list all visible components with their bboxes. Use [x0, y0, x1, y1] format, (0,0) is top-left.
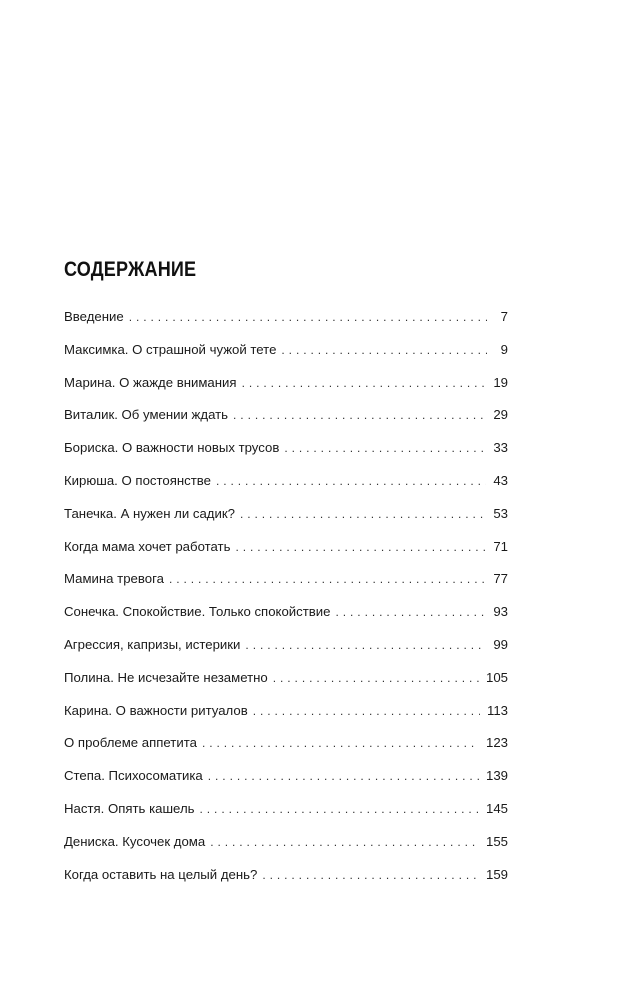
- toc-entry-page: 71: [493, 538, 508, 554]
- toc-entry-page: 9: [500, 341, 508, 357]
- toc-dot-leader: [336, 601, 487, 623]
- toc-dot-leader: [233, 404, 486, 426]
- toc-entry: [64, 831, 508, 864]
- toc-dot-leader: [210, 831, 479, 853]
- toc-entry: [64, 732, 508, 765]
- toc-entry-page: 33: [493, 440, 508, 456]
- toc-entry-title: Когда мама хочет работать: [64, 538, 231, 554]
- toc-entry-title: Когда оставить на целый день?: [64, 866, 258, 882]
- toc-dot-leader: [273, 667, 479, 689]
- toc-entry: [64, 667, 508, 700]
- toc-dot-leader: [253, 700, 480, 722]
- toc-entry-title: Мамина тревога: [64, 571, 164, 587]
- toc-dot-leader: [281, 339, 487, 361]
- toc-entry-page: 53: [493, 505, 508, 521]
- toc-entry: [64, 601, 508, 634]
- toc-entry-title: Полина. Не исчезайте незаметно: [64, 669, 268, 685]
- toc-entry-title: Степа. Психосоматика: [64, 768, 203, 784]
- toc-entry: [64, 864, 508, 897]
- toc-entry: [64, 700, 508, 733]
- toc-entry: [64, 470, 508, 503]
- toc-entry-title: Карина. О важности ритуалов: [64, 702, 248, 718]
- toc-entry-page: 105: [485, 669, 508, 685]
- toc-entry-title: Максимка. О страшной чужой тете: [64, 341, 277, 357]
- toc-entry: [64, 404, 508, 437]
- toc-dot-leader: [208, 765, 479, 787]
- toc-entry-page: 29: [493, 407, 508, 423]
- toc-entry-page: 43: [493, 472, 508, 488]
- toc-entry-title: Настя. Опять кашель: [64, 800, 195, 816]
- toc-entry-title: Бориска. О важности новых трусов: [64, 440, 280, 456]
- toc-dot-leader: [200, 798, 479, 820]
- toc-entry-page: 159: [485, 866, 508, 882]
- toc-entry-title: Агрессия, капризы, истерики: [64, 636, 241, 652]
- toc-dot-leader: [169, 568, 486, 590]
- toc-entry-title: Танечка. А нужен ли садик?: [64, 505, 235, 521]
- toc-entry: [64, 437, 508, 470]
- toc-entry-title: Кирюша. О постоянстве: [64, 472, 211, 488]
- toc-entry: [64, 798, 508, 831]
- toc-entry-page: 77: [493, 571, 508, 587]
- toc-entry-page: 123: [485, 735, 508, 751]
- toc-dot-leader: [262, 864, 479, 886]
- toc-dot-leader: [202, 732, 479, 754]
- toc-dot-leader: [245, 634, 486, 656]
- toc-entry-page: 155: [485, 833, 508, 849]
- toc-entry-title: Виталик. Об умении ждать: [64, 407, 229, 423]
- toc-entry-page: 113: [486, 702, 508, 718]
- toc-entry: [64, 503, 508, 536]
- toc-entry-page: 99: [493, 636, 508, 652]
- toc-entry: [64, 765, 508, 798]
- toc-dot-leader: [242, 372, 487, 394]
- toc-entry: [64, 634, 508, 667]
- toc-dot-leader: [216, 470, 486, 492]
- toc-entry-title: Сонечка. Спокойствие. Только спокойствие: [64, 604, 331, 620]
- toc-dot-leader: [240, 503, 486, 525]
- toc-entry-page: 139: [485, 768, 508, 784]
- toc-entry-page: 93: [493, 604, 508, 620]
- toc-entry: [64, 306, 508, 339]
- toc-heading: СОДЕРЖАНИЕ: [64, 258, 197, 281]
- toc-entry-title: Марина. О жажде внимания: [64, 374, 237, 390]
- toc-entry: [64, 568, 508, 601]
- toc-dot-leader: [235, 536, 486, 558]
- toc-entry: [64, 339, 508, 372]
- toc-entry-page: 145: [485, 800, 508, 816]
- toc-list: [64, 306, 508, 896]
- toc-entry-page: 19: [493, 374, 508, 390]
- toc-dot-leader: [284, 437, 486, 459]
- toc-entry-page: 7: [500, 309, 508, 324]
- toc-entry-title: Дениска. Кусочек дома: [64, 833, 206, 849]
- toc-entry-title: Введение: [64, 309, 124, 324]
- toc-entry-title: О проблеме аппетита: [64, 735, 197, 751]
- toc-dot-leader: [129, 306, 487, 328]
- toc-entry: [64, 536, 508, 569]
- toc-entry: [64, 372, 508, 405]
